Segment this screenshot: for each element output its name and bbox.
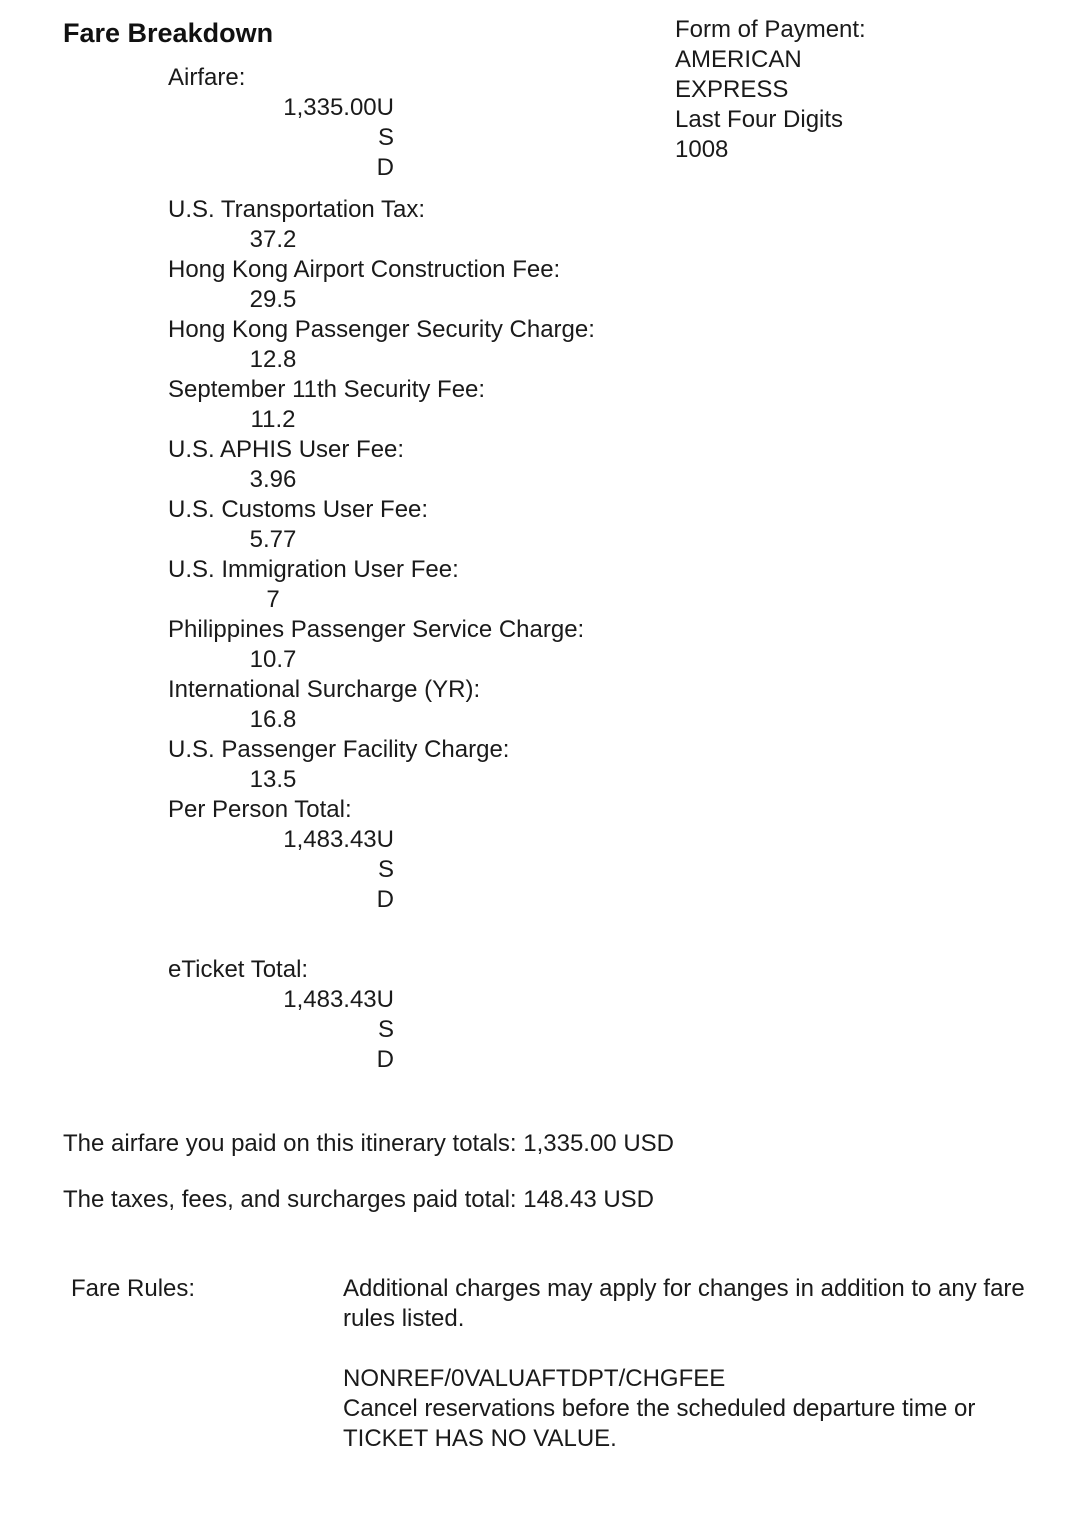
fee-label: U.S. Customs User Fee: (168, 496, 429, 523)
fee-amount: 3.96 (249, 466, 297, 493)
fee-amount: 29.5 (249, 286, 297, 313)
per-person-total-amount (168, 825, 394, 915)
fare-rules-detail: Cancel reservations before the scheduled departure time or TICKET HAS NO VALUE. (343, 1395, 976, 1452)
fee-amount: 10.7 (249, 646, 297, 673)
last-four-digits: 1008 (675, 136, 729, 163)
fee-item (168, 195, 648, 255)
fee-label: U.S. Transportation Tax: (168, 196, 426, 223)
fee-item (168, 375, 648, 435)
fee-amount: 11.2 (250, 406, 296, 433)
fee-item (168, 615, 648, 675)
fee-label: Hong Kong Passenger Security Charge: (168, 316, 595, 343)
card-type-line2: EXPRESS (675, 76, 789, 103)
fee-amount: 5.77 (249, 526, 297, 553)
airfare-label: Airfare: (168, 64, 246, 91)
fare-rules-label: Fare Rules: (71, 1275, 196, 1302)
fare-breakdown-heading: Fare Breakdown (63, 18, 274, 48)
fee-item (168, 435, 648, 495)
airfare-amount (168, 93, 394, 183)
fare-rules-text (343, 1274, 1043, 1454)
form-of-payment (675, 15, 905, 165)
fee-amount: 13.5 (249, 766, 297, 793)
airfare-amount-line3: D (376, 154, 394, 181)
last-four-label: Last Four Digits (675, 106, 844, 133)
fee-label: International Surcharge (YR): (168, 676, 481, 703)
eticket-total-main: 1,483.43U (283, 986, 394, 1013)
airfare-total-summary: The airfare you paid on this itinerary totals: 1,335.00 USD (63, 1130, 674, 1157)
airfare-amount-main: 1,335.00U (283, 94, 394, 121)
fee-item (168, 255, 648, 315)
fare-rules-intro: Additional charges may apply for changes in addition to any fare rules listed. (343, 1275, 1025, 1332)
fee-amount: 37.2 (249, 226, 297, 253)
taxes-total-summary: The taxes, fees, and surcharges paid total: 148.43 USD (63, 1186, 655, 1213)
per-person-total-line3: D (376, 886, 394, 913)
fee-amount: 16.8 (249, 706, 297, 733)
per-person-total-label: Per Person Total: (168, 796, 352, 823)
fee-label: U.S. Immigration User Fee: (168, 556, 459, 583)
fee-label: U.S. APHIS User Fee: (168, 436, 405, 463)
per-person-total-main: 1,483.43U (283, 826, 394, 853)
fee-amount: 12.8 (249, 346, 297, 373)
fee-item (168, 315, 648, 375)
fee-label: September 11th Security Fee: (168, 376, 486, 403)
fee-item (168, 675, 648, 735)
fee-item (168, 735, 648, 795)
fee-item (168, 555, 648, 615)
eticket-total-line3: D (376, 1046, 394, 1073)
fee-label: Hong Kong Airport Construction Fee: (168, 256, 561, 283)
fee-label: U.S. Passenger Facility Charge: (168, 736, 510, 763)
eticket-total-amount (168, 985, 394, 1075)
fee-list (168, 63, 648, 1075)
payment-label: Form of Payment: (675, 16, 866, 43)
airfare-amount-line2: S (377, 124, 394, 151)
eticket-total-label: eTicket Total: (168, 956, 309, 983)
fare-rules-code: NONREF/0VALUAFTDPT/CHGFEE (343, 1365, 726, 1392)
per-person-total-line2: S (377, 856, 394, 883)
fee-label: Philippines Passenger Service Charge: (168, 616, 585, 643)
fee-amount: 7 (266, 586, 280, 613)
fee-item (168, 495, 648, 555)
card-type-line1: AMERICAN (675, 46, 802, 73)
eticket-total-line2: S (377, 1016, 394, 1043)
